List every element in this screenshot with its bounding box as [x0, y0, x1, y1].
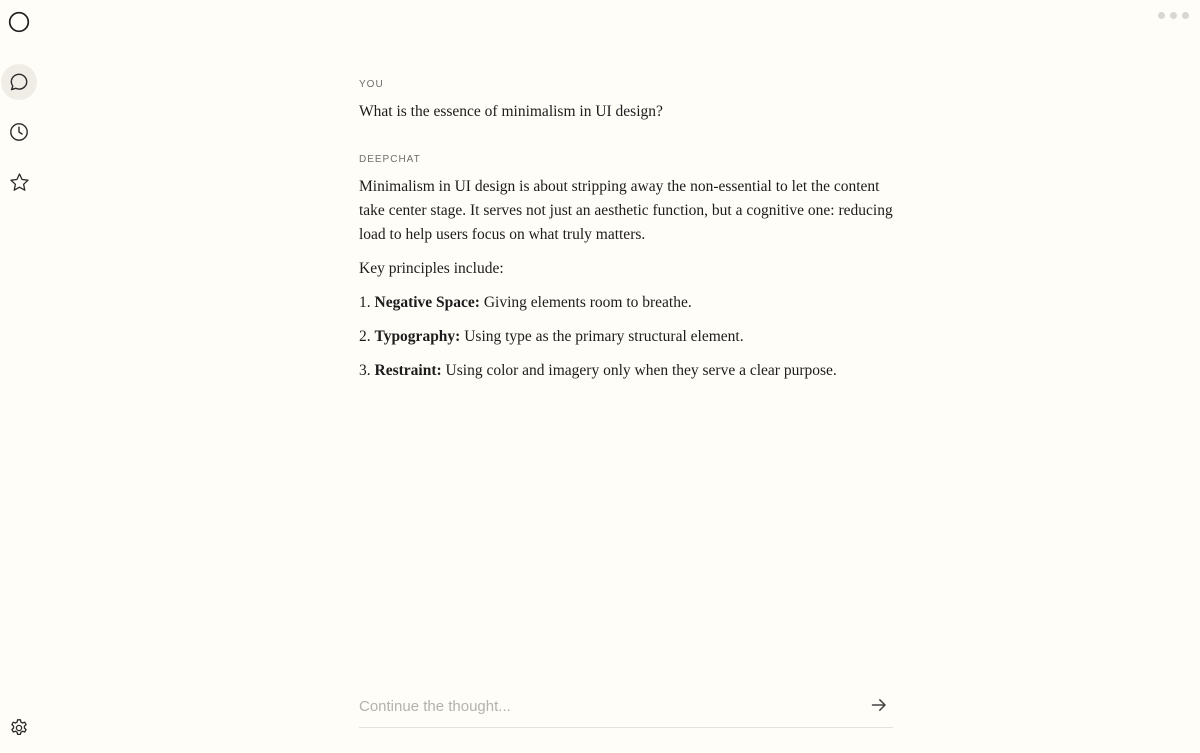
principle-title: Negative Space:	[374, 294, 480, 311]
principle-number: 3.	[359, 362, 371, 379]
sidebar-rail	[0, 0, 38, 753]
chat-bubble-icon	[9, 72, 29, 92]
assistant-message	[359, 154, 899, 383]
list-item	[359, 291, 899, 315]
send-button[interactable]	[867, 693, 891, 717]
principles-list	[359, 291, 899, 383]
logo-button[interactable]	[1, 4, 37, 40]
sidebar-item-chat[interactable]	[1, 64, 37, 100]
principle-text: Using type as the primary structural element.	[464, 328, 744, 345]
principle-title: Restraint:	[374, 362, 442, 379]
user-message-text: What is the essence of minimalism in UI design?	[359, 103, 663, 120]
principle-text: Giving elements room to breathe.	[483, 294, 692, 311]
principle-number: 2.	[359, 328, 371, 345]
assistant-role-label: DEEPCHAT	[359, 154, 421, 165]
history-clock-icon	[9, 122, 29, 142]
sidebar-item-history[interactable]	[1, 114, 37, 150]
principle-title: Typography:	[374, 328, 461, 345]
star-icon	[9, 172, 30, 193]
list-item	[359, 325, 899, 349]
assistant-intro-text: Minimalism in UI design is about stripping away the non-essential to let the content take center stage. It serves not just an aesthetic function, but a cognitive one: reducing load to help users focus on what truly matters.	[359, 178, 893, 243]
principle-number: 1.	[359, 294, 371, 311]
conversation-thread	[359, 79, 899, 383]
principle-text: Using color and imagery only when they serve a clear purpose.	[445, 362, 837, 379]
message-input[interactable]	[359, 691, 849, 721]
list-item	[359, 359, 899, 383]
sidebar-item-favorites[interactable]	[1, 164, 37, 200]
settings-button[interactable]	[1, 710, 37, 746]
window-menu[interactable]	[1158, 12, 1189, 19]
ellipsis-dots-icon	[1170, 12, 1177, 19]
gear-icon	[9, 718, 29, 738]
ellipsis-dots-icon	[1182, 12, 1189, 19]
principles-heading: Key principles include:	[359, 260, 504, 277]
ellipsis-dots-icon	[1158, 12, 1165, 19]
user-role-label: YOU	[359, 79, 384, 90]
message-composer	[359, 690, 893, 728]
circle-logo-icon	[8, 11, 30, 33]
user-message	[359, 79, 899, 124]
arrow-right-icon	[870, 696, 888, 714]
